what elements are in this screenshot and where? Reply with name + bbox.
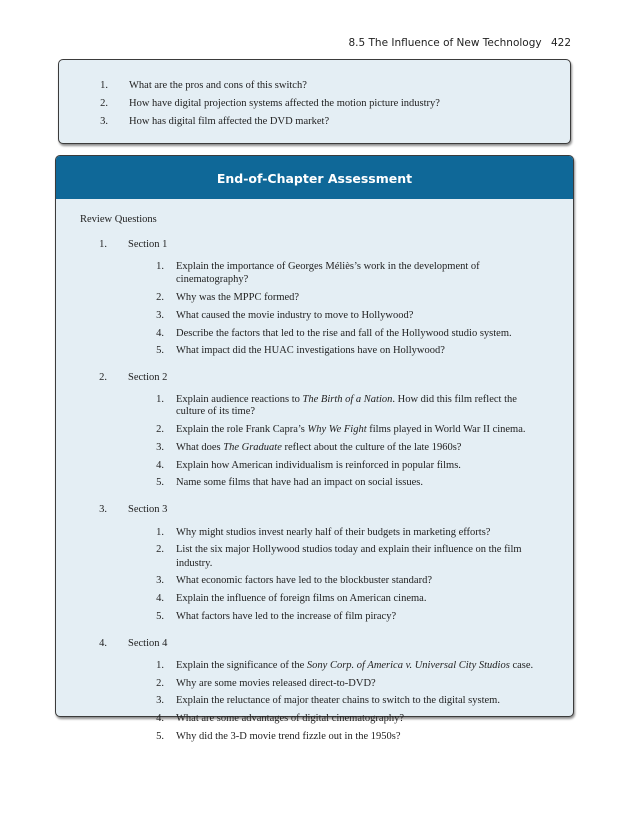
question-text: What economic factors have led to the blockbuster standard?	[176, 575, 432, 587]
question-item	[146, 327, 546, 340]
question-item	[146, 441, 546, 454]
question-text: List the six major Hollywood studios today and explain their influence on the film industry.	[176, 544, 522, 569]
question-number: 5.	[156, 477, 164, 489]
question-text-continued: case.	[509, 660, 534, 672]
end-of-chapter-assessment-box	[55, 155, 574, 742]
question-text: What impact did the HUAC investigations have on Hollywood?	[176, 345, 445, 357]
section-title: Section 1	[128, 239, 168, 250]
question-number: 4.	[156, 459, 164, 471]
section-item	[98, 637, 568, 743]
question-item	[146, 344, 546, 357]
question-number: 3.	[156, 441, 164, 453]
italic-title: Sony Corp. of America v. Universal City Studios	[306, 660, 510, 672]
question-item	[146, 659, 546, 672]
question-number: 1.	[156, 526, 164, 538]
question-number: 2.	[156, 544, 164, 556]
italic-title: The Birth of a Nation	[302, 393, 393, 405]
question-item	[146, 677, 546, 690]
question-item	[146, 476, 546, 489]
section-number: 4.	[99, 637, 107, 649]
question-number: 3.	[156, 695, 164, 707]
question-item	[146, 543, 546, 569]
question-number: 4.	[156, 592, 164, 604]
question-text: What caused the movie industry to move to Hollywood?	[176, 309, 414, 321]
question-item	[146, 712, 546, 725]
question-list	[146, 526, 546, 623]
question-item	[146, 526, 546, 539]
question-item	[146, 423, 546, 436]
question-text: Why did the 3-D movie trend fizzle out in the 1950s?	[176, 730, 401, 742]
section-title: Section 4	[128, 637, 168, 649]
critical-thinking-box	[58, 59, 571, 144]
question-text: Why was the MPPC formed?	[176, 292, 300, 304]
question-item	[146, 260, 546, 286]
question-number: 2.	[156, 424, 164, 436]
list-item: 1. What are the pros and cons of this switch?	[100, 80, 307, 91]
question-item	[146, 592, 546, 605]
question-number: 3.	[156, 575, 164, 587]
question-item	[146, 459, 546, 472]
question-number: 2.	[156, 292, 164, 304]
section-item	[98, 238, 568, 357]
italic-title: The Graduate	[223, 441, 282, 453]
question-text: Explain the reluctance of major theater chains to switch to the digital system.	[176, 695, 500, 707]
question-text: Explain the importance of Georges Méliès’s work in the development of cinematography?	[176, 261, 480, 286]
question-text: What are some advantages of digital cinematography?	[176, 713, 404, 725]
question-item	[146, 730, 546, 743]
question-number: 4.	[156, 713, 164, 725]
question-number: 1.	[156, 660, 164, 672]
question-text: Explain the role Frank Capra’s	[176, 424, 308, 436]
question-text: Explain the significance of the	[176, 660, 307, 672]
question-item	[146, 574, 546, 587]
list-item: 2. How have digital projection systems affected the motion picture industry?	[100, 98, 440, 110]
question-text-continued: reflect about the culture of the late 1960s?	[281, 441, 462, 453]
running-head-section: 8.5 The Influence of New Technology	[348, 37, 542, 49]
section-number: 3.	[99, 504, 107, 516]
question-text: Name some films that have had an impact on social issues.	[176, 477, 423, 489]
question-text: Why are some movies released direct-to-DVD?	[176, 677, 376, 689]
list-item: 3. How has digital film affected the DVD market?	[100, 116, 330, 128]
italic-title: Why We Fight	[307, 424, 367, 436]
section-item	[98, 371, 568, 489]
question-number: 3.	[156, 309, 164, 321]
question-text: What does	[176, 441, 224, 453]
section-number: 2.	[99, 372, 107, 384]
question-item	[146, 394, 546, 419]
question-item	[146, 610, 546, 623]
question-text: Explain how American individualism is reinforced in popular films.	[176, 459, 461, 471]
assessment-title: End-of-Chapter Assessment	[56, 156, 573, 199]
question-number: 4.	[156, 327, 164, 339]
question-number: 5.	[156, 730, 164, 742]
question-text: Explain audience reactions to	[176, 393, 303, 405]
section-list	[98, 238, 568, 757]
question-list	[146, 260, 546, 357]
question-list	[146, 394, 546, 490]
question-text-continued: . How did this film reflect the culture of its time?	[176, 393, 517, 418]
section-item	[98, 503, 568, 622]
question-number: 5.	[156, 610, 164, 622]
section-title: Section 3	[128, 504, 168, 516]
question-number: 1.	[156, 261, 164, 273]
question-item	[146, 309, 546, 322]
question-item	[146, 694, 546, 707]
question-number: 2.	[156, 677, 164, 689]
question-number: 5.	[156, 345, 164, 357]
question-list	[146, 659, 546, 743]
question-item	[146, 291, 546, 304]
review-questions-heading: Review Questions	[80, 214, 157, 225]
page-number: 422	[550, 37, 571, 49]
question-text-continued: films played in World War II cinema.	[366, 424, 526, 436]
question-text: What factors have led to the increase of film piracy?	[176, 610, 397, 622]
question-text: Why might studios invest nearly half of their budgets in marketing efforts?	[176, 526, 491, 538]
section-title: Section 2	[128, 372, 168, 384]
question-text: Describe the factors that led to the rise and fall of the Hollywood studio system.	[176, 327, 512, 339]
question-number: 1.	[156, 393, 164, 405]
question-text: Explain the influence of foreign films on American cinema.	[176, 592, 427, 604]
running-head	[348, 37, 571, 49]
top-question-list	[99, 79, 539, 134]
section-number: 1.	[99, 239, 107, 250]
